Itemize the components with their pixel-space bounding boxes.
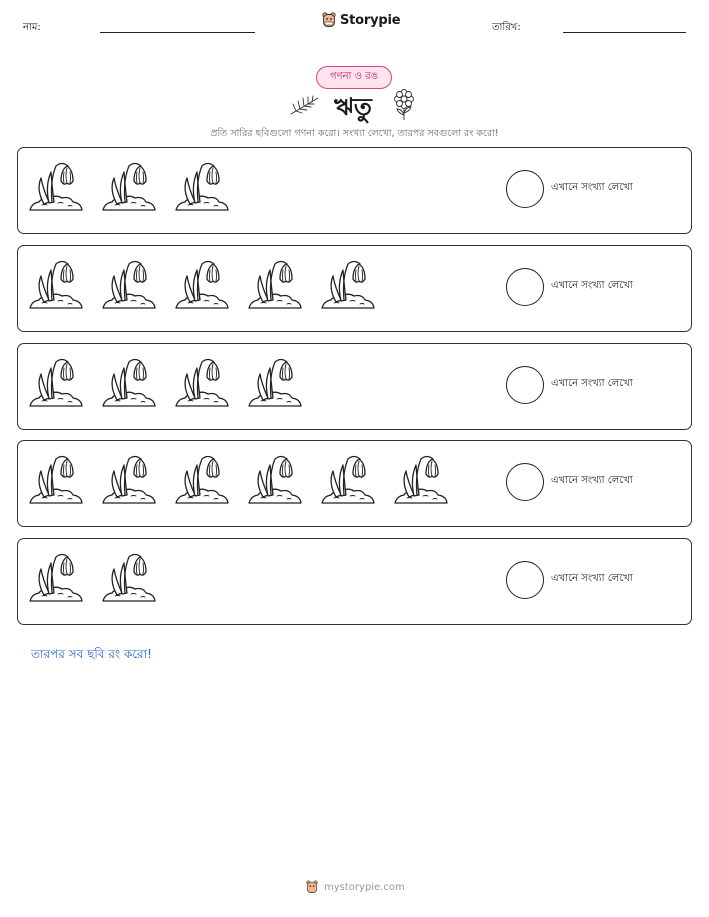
footer-site[interactable]: mystorypie.com (324, 881, 405, 893)
flower-group (28, 156, 230, 216)
brand-logo (322, 12, 400, 28)
leaf-branch-icon (288, 92, 322, 118)
answer-label: এখানে সংখ্যা লেখো (551, 280, 633, 291)
snowdrop-flower-icon (247, 449, 303, 509)
flower-icon (392, 89, 416, 121)
snowdrop-flower-icon (320, 449, 376, 509)
answer-label: এখানে সংখ্যা লেখো (551, 475, 633, 486)
snowdrop-flower-icon (101, 156, 157, 216)
counting-row (17, 245, 692, 332)
counting-row (17, 343, 692, 430)
snowdrop-flower-icon (393, 449, 449, 509)
answer-label: এখানে সংখ্যা লেখো (551, 378, 633, 389)
name-label: নাম: (23, 22, 41, 33)
snowdrop-flower-icon (101, 547, 157, 607)
snowdrop-flower-icon (101, 449, 157, 509)
snowdrop-flower-icon (320, 254, 376, 314)
answer-label: এখানে সংখ্যা লেখো (551, 573, 633, 584)
answer-circle[interactable] (506, 561, 544, 599)
bear-logo-icon (306, 880, 318, 894)
instructions: প্রতি সারির ছবিগুলো গণনা করো। সংখ্যা লেখো, তারপর সবগুলো রং করো! (210, 128, 499, 139)
counting-row (17, 538, 692, 625)
flower-group (28, 547, 157, 607)
snowdrop-flower-icon (101, 352, 157, 412)
snowdrop-flower-icon (101, 254, 157, 314)
snowdrop-flower-icon (28, 449, 84, 509)
snowdrop-flower-icon (174, 352, 230, 412)
flower-group (28, 449, 449, 509)
name-line[interactable] (100, 32, 255, 33)
counting-row (17, 147, 692, 234)
counting-row (17, 440, 692, 527)
flower-group (28, 254, 376, 314)
snowdrop-flower-icon (174, 156, 230, 216)
category-badge (316, 66, 392, 89)
date-line[interactable] (563, 32, 686, 33)
category-badge-text: গণনা ও রঙ (329, 71, 379, 82)
snowdrop-flower-icon (28, 156, 84, 216)
footer (306, 880, 405, 894)
bottom-note: তারপর সব ছবি রং করো! (31, 647, 152, 661)
snowdrop-flower-icon (174, 254, 230, 314)
brand-name: Storypie (340, 12, 401, 28)
answer-circle[interactable] (506, 366, 544, 404)
snowdrop-flower-icon (28, 547, 84, 607)
answer-circle[interactable] (506, 170, 544, 208)
answer-circle[interactable] (506, 463, 544, 501)
snowdrop-flower-icon (247, 254, 303, 314)
answer-label: এখানে সংখ্যা লেখো (551, 182, 633, 193)
snowdrop-flower-icon (28, 352, 84, 412)
snowdrop-flower-icon (174, 449, 230, 509)
flower-group (28, 352, 303, 412)
snowdrop-flower-icon (247, 352, 303, 412)
bear-logo-icon (322, 12, 336, 28)
worksheet-title: ঋতু (334, 93, 372, 121)
answer-circle[interactable] (506, 268, 544, 306)
date-label: তারিখ: (492, 22, 521, 33)
snowdrop-flower-icon (28, 254, 84, 314)
